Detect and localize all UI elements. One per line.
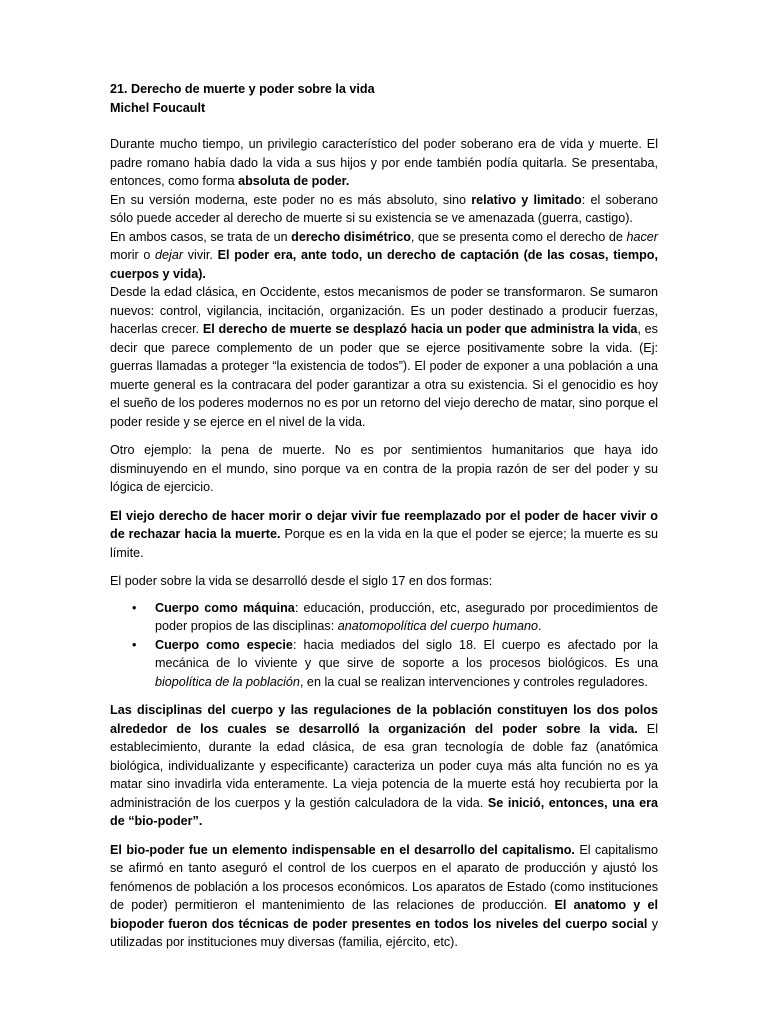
document-title: 21. Derecho de muerte y poder sobre la vida <box>110 82 375 96</box>
list-item-cuerpo-maquina <box>110 599 658 636</box>
paragraph-pena-de-muerte: Otro ejemplo: la pena de muerte. No es por sentimientos humanitarios que haya ido disminuyendo en el mundo, sino porque va en contra de la propia razón de ser del poder y su lógica de ejercicio. <box>110 443 658 494</box>
bold-run: absoluta de poder. <box>238 174 350 188</box>
bold-run: relativo y limitado <box>471 192 582 207</box>
italic-run: hacer <box>626 229 658 244</box>
text-run: : el soberano sólo puede acceder al derecho de muerte si su existencia se ve amenazada (guerra, castigo). <box>110 192 658 225</box>
paragraph-soberano <box>110 135 658 191</box>
document-author: Michel Foucault <box>110 100 206 115</box>
paragraph-dos-formas: El poder sobre la vida se desarrolló desde el siglo 17 en dos formas: <box>110 574 493 588</box>
bullet-list <box>110 599 658 692</box>
italic-run: biopolítica de la población <box>155 674 300 689</box>
bullet-icon: • <box>132 637 137 652</box>
bold-run: Las disciplinas del cuerpo y las regulaciones de la población constituyen los dos polos alrededor de los cuales se desarrolló la organización del poder sobre la vida. <box>110 703 658 736</box>
bold-run: El viejo derecho de hacer morir o dejar vivir fue reemplazado por el poder de hacer vivir o de rechazar hacia la muerte. <box>110 508 658 541</box>
bold-run: derecho disimétrico <box>291 229 411 244</box>
text-run: En ambos casos, se trata de un <box>110 229 292 244</box>
text-run: El establecimiento, durante la edad clásica, de esa gran tecnología de doble faz (anatómica biológica, individualizante y especificante) caracteriza un poder cuya más alta función no es ya matar sino invadirla vida enteramente. La vieja potencia de la muerte está hoy recubierta por la administración de los cuerpos y la gestión calculadora de la vida. <box>110 721 658 810</box>
text-run: : educación, producción, etc, asegurado por procedimientos de poder propios de las disciplinas: <box>155 600 658 633</box>
bold-run: Cuerpo como especie <box>155 637 293 652</box>
paragraph-viejo-derecho <box>110 507 658 563</box>
paragraph-edad-clasica <box>110 283 658 431</box>
bold-run: El derecho de muerte se desplazó hacia un poder que administra la vida <box>202 322 638 336</box>
text-run: Porque es en la vida en la que el poder se ejerce; la muerte es su límite. <box>110 527 659 560</box>
bold-run: El poder era, ante todo, un derecho de captación (de las cosas, tiempo, cuerpos y vida). <box>110 248 658 281</box>
bullet-icon: • <box>132 600 137 615</box>
text-run: , que se presenta como el derecho de <box>410 229 627 244</box>
text-run: . <box>537 619 542 633</box>
bold-run: El anatomo y el biopoder fueron dos técnicas de poder presentes en todos los niveles del cuerpo social <box>110 898 658 931</box>
paragraph-ambos-casos <box>110 228 658 284</box>
text-run: y utilizadas por instituciones muy diversas (familia, ejército, etc). <box>110 916 658 949</box>
text-run: morir o <box>110 248 156 262</box>
bold-run: Cuerpo como máquina <box>155 600 295 615</box>
paragraph-bio-poder <box>110 841 658 952</box>
paragraph-version-moderna <box>110 191 658 228</box>
text-run: : hacia mediados del siglo 18. El cuerpo es afectado por la mecánica de lo viviente y que sirve de soporte a los procesos biológicos. Es una <box>155 637 658 670</box>
text-run: Durante mucho tiempo, un privilegio característico del poder soberano era de vida y muerte. El padre romano había dado la vida a sus hijos y por ende también podía quitarla. Se presentaba, entonces, como forma <box>110 137 658 188</box>
bold-run: El bio-poder fue un elemento indispensable en el desarrollo del capitalismo. <box>110 842 575 857</box>
text-run: vivir. <box>183 248 218 262</box>
text-run: El capitalismo se afirmó en tanto aseguró el control de los cuerpos en el aparato de producción y ajustó los fenómenos de población a los procesos económicos. Los aparatos de Estado (como instituciones de poder) permitieron el mantenimiento de las relaciones de producción. <box>110 842 658 912</box>
italic-run: dejar <box>155 248 184 262</box>
text-run: Desde la edad clásica, en Occidente, estos mecanismos de poder se transformaron. Se sumaron nuevos: control, vigilancia, incitación, organización. Es un poder destinado a producir fuerzas, hacerlas crecer. <box>110 285 658 336</box>
paragraph-disciplinas <box>110 701 658 831</box>
list-item-cuerpo-especie <box>110 636 658 692</box>
text-run: , es decir que parece complemento de un poder que se ejerce positivamente sobre la vida. (Ej: guerras llamadas a proteger “la existencia de todos”). El poder de exponer a una población a una muerte general es la contracara del poder garantizar a otra su existencia. Si el genocidio es hoy el sueño de los poderes modernos no es por un retorno del viejo derecho de matar, sino porque el poder reside y se ejerce en el nivel de la vida. <box>110 322 658 429</box>
text-run: En su versión moderna, este poder no es más absoluto, sino <box>110 192 472 207</box>
italic-run: anatomopolítica del cuerpo humano <box>337 619 538 633</box>
text-run: , en la cual se realizan intervenciones y controles reguladores. <box>299 674 648 689</box>
bold-run: Se inició, entonces, una era de “bio-poder”. <box>110 795 658 828</box>
